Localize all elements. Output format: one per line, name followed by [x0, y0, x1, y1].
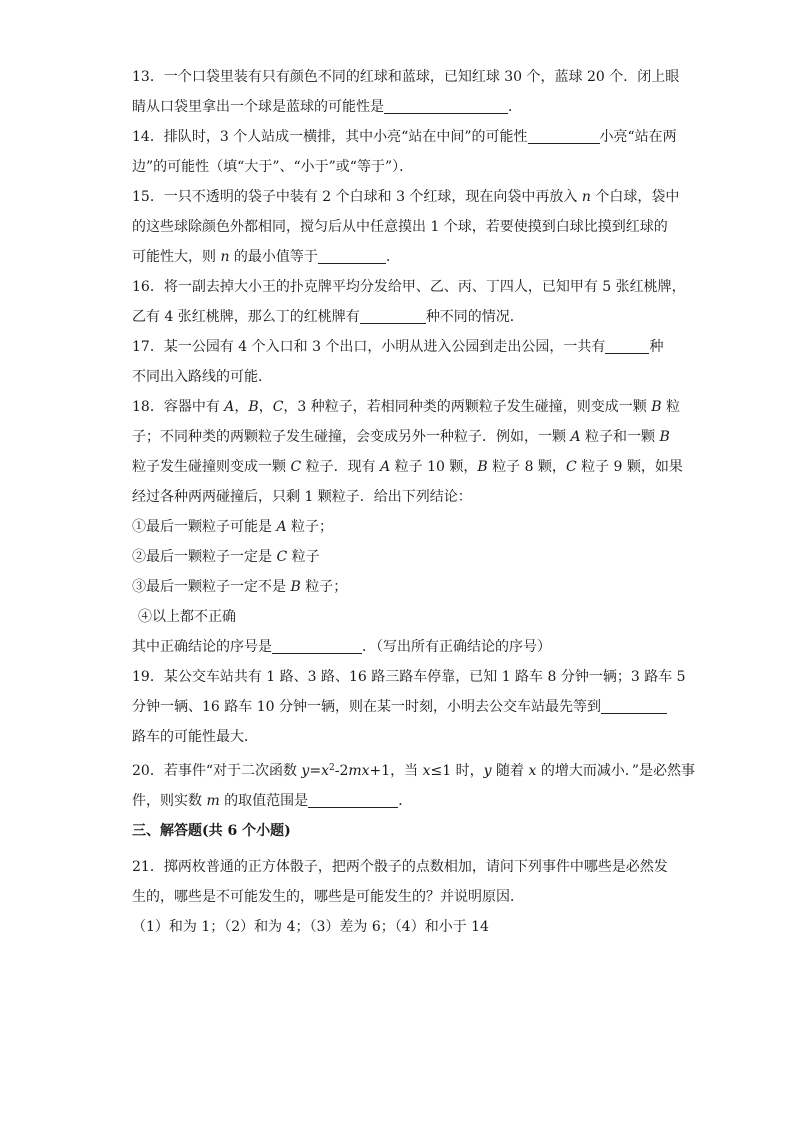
q13-line-2: [132, 92, 672, 122]
q18-option-3b: 粒子；: [300, 579, 348, 595]
q18-option-2: [132, 542, 672, 572]
q20-text-2c: ．: [398, 793, 413, 809]
q18-var-b-4: B: [477, 459, 488, 475]
q18-text-1b: ，3 种粒子，若相同种类的两颗粒子发生碰撞，则变成一颗: [283, 399, 652, 415]
q17-text-1a: 17．某一公园有 4 个入口和 3 个出口，小明从进入公园到走出公园，一共有: [132, 339, 606, 355]
q21-text-3: （1）和为 1；（2）和为 4；（3）差为 6；（4）和小于 14: [132, 919, 489, 935]
q14-text-1b: 小亮“站在两: [599, 129, 677, 145]
q18-line-3: [132, 452, 683, 482]
q20-var-x: x: [321, 763, 329, 779]
q19-text-1: 19．某公交车站共有 1 路、3 路、16 路三路车停靠，已知 1 路车 8 分钟一辆；3 路车 5: [132, 669, 686, 685]
q19-line-3: [132, 722, 672, 752]
q13-line-1: [132, 62, 680, 92]
q18-var-c-3: C: [565, 459, 577, 475]
q19-line-2: [132, 692, 672, 722]
q14-text-2: 边”的可能性（填“大于”、“小于”或“等于”）．: [132, 159, 414, 175]
q20-var-y-2: y: [483, 763, 492, 779]
q19-answer-blank[interactable]: [601, 697, 667, 714]
q18-line-2: [132, 422, 672, 452]
q20-plus-1: +1，当: [369, 763, 423, 779]
q18-text-3b: 粒子．现有: [301, 459, 381, 475]
q20-text-2b: 的取值范围是: [219, 793, 309, 809]
q20-square: 2: [328, 763, 335, 773]
q18-var-b: B: [248, 399, 259, 415]
q18-answer-b: ．（写出所有正确结论的序号）: [362, 639, 551, 655]
q17-text-2: 不同出入路线的可能．: [132, 369, 272, 385]
q16-line-2: [132, 302, 672, 332]
q18-line-1: [132, 392, 680, 422]
q18-option-1: [132, 512, 672, 542]
q13-answer-blank[interactable]: [384, 97, 508, 114]
q20-var-m: m: [348, 763, 362, 779]
q18-answer-blank[interactable]: [272, 637, 362, 654]
q18-line-4: [132, 482, 672, 512]
q20-grow: 随着: [491, 763, 529, 779]
q20-var-m-2: m: [206, 793, 220, 809]
q18-sep-2: ，: [258, 399, 273, 415]
q18-var-a: A: [224, 399, 235, 415]
q17-text-1b: 种: [649, 339, 664, 355]
q16-text-2b: 种不同的情况．: [425, 309, 524, 325]
q15-text-2: 的这些球除颜色外都相同，搅匀后从中任意摸出 1 个球，若要使摸到白球比摸到红球的: [132, 219, 668, 235]
q16-text-2a: 乙有 4 张红桃牌，那么丁的红桃牌有: [132, 309, 360, 325]
q18-option-2a: ②最后一颗粒子一定是: [132, 549, 277, 565]
q17-line-1: [132, 332, 672, 362]
q18-var-b-5: B: [290, 579, 301, 595]
q18-text-1c: 粒: [661, 399, 680, 415]
q18-var-b-2: B: [651, 399, 662, 415]
q20-line-1: [132, 756, 695, 786]
q15-var-n-2: n: [220, 249, 230, 265]
q14-answer-blank[interactable]: [528, 127, 600, 144]
q15-text-1b: 个白球，袋中: [590, 189, 680, 205]
q20-answer-blank[interactable]: [308, 791, 398, 808]
q20-grow2: 的增大而减小．”是必然事: [536, 763, 695, 779]
q16-text-1: 16．将一副去掉大小王的扑克牌平均分发给甲、乙、丙、丁四人，已知甲有 5 张红桃牌，: [132, 279, 686, 295]
q20-minus-2: -2: [334, 763, 349, 779]
q18-text-4: 经过各种两两碰撞后，只剩 1 颗粒子．给出下列结论：: [132, 489, 472, 505]
q21-text-2: 生的，哪些是不可能发生的，哪些是可能发生的？并说明原因．: [132, 889, 524, 905]
q18-answer-a: 其中正确结论的序号是: [132, 639, 272, 655]
q15-text-3b: 的最小值等于: [229, 249, 318, 265]
q15-line-2: [132, 212, 672, 242]
q18-option-3a: ③最后一颗粒子一定不是: [132, 579, 291, 595]
q18-var-a-2: A: [570, 429, 581, 445]
q20-eq: =: [309, 763, 322, 779]
q15-answer-blank[interactable]: [318, 247, 386, 264]
q20-var-x-3: x: [422, 763, 431, 779]
q20-var-x-2: x: [361, 763, 370, 779]
q18-var-a-3: A: [380, 459, 391, 475]
q18-var-b-3: B: [659, 429, 670, 445]
q18-option-2b: 粒子: [287, 549, 320, 565]
q20-line-2: [132, 786, 672, 816]
q17-line-2: [132, 362, 672, 392]
q18-text-3a: 粒子发生碰撞则变成一颗: [132, 459, 291, 475]
q13-text-1: 13．一个口袋里装有只有颜色不同的红球和蓝球，已知红球 30 个，蓝球 20 个．闭上眼: [132, 69, 680, 85]
q21-line-2: [132, 882, 672, 912]
q15-line-1: [132, 182, 680, 212]
q18-sep-1: ，: [234, 399, 249, 415]
q18-option-3: [132, 572, 672, 602]
q18-option-4-text: ④以上都不正确: [138, 609, 236, 625]
worksheet-page: [132, 62, 695, 942]
q18-text-1a: 18．容器中有: [132, 399, 225, 415]
q18-var-a-4: A: [276, 519, 287, 535]
q14-line-1: [132, 122, 677, 152]
q17-answer-blank[interactable]: [605, 337, 649, 354]
q18-text-3c: 粒子 10 颗，: [390, 459, 478, 475]
q18-option-1a: ①最后一颗粒子可能是: [132, 519, 277, 535]
q15-text-3c: ．: [385, 249, 400, 265]
q21-text-1: 21．掷两枚普通的正方体骰子，把两个骰子的点数相加，请问下列事件中哪些是必然发: [132, 859, 668, 875]
q14-line-2: [132, 152, 672, 182]
q18-var-c: C: [272, 399, 284, 415]
section-3-title: 三、解答题(共 6 个小题): [132, 823, 291, 839]
q15-var-n: n: [581, 189, 591, 205]
q13-text-2b: ．: [508, 99, 522, 115]
q18-var-c-4: C: [276, 549, 288, 565]
q15-text-1a: 15．一只不透明的袋子中装有 2 个白球和 3 个红球，现在向袋中再放入: [132, 189, 582, 205]
q19-text-3: 路车的可能性最大．: [132, 729, 258, 745]
q21-line-1: [132, 852, 672, 882]
section-3-heading: [132, 816, 672, 846]
q18-text-2b: 粒子和一颗: [580, 429, 660, 445]
q18-option-1b: 粒子；: [286, 519, 334, 535]
q16-line-1: [132, 272, 686, 302]
q18-var-c-2: C: [290, 459, 302, 475]
q18-option-4: [132, 602, 672, 632]
q16-answer-blank[interactable]: [360, 307, 426, 324]
q20-var-y: y: [301, 763, 310, 779]
q21-line-3: [132, 912, 672, 942]
q19-line-1: [132, 662, 686, 692]
q14-text-1a: 14．排队时，3 个人站成一横排，其中小亮“站在中间”的可能性: [132, 129, 528, 145]
q18-text-3e: 粒子 9 颗，如果: [576, 459, 683, 475]
q20-text-2a: 件，则实数: [132, 793, 207, 809]
q15-line-3: [132, 242, 672, 272]
q18-answer-line: [132, 632, 672, 662]
q20-var-x-4: x: [528, 763, 537, 779]
q20-text-1a: 20．若事件“对于二次函数: [132, 763, 302, 779]
q15-text-3a: 可能性大，则: [132, 249, 221, 265]
q18-text-3d: 粒子 8 颗，: [487, 459, 566, 475]
q13-text-2a: 睛从口袋里拿出一个球是蓝球的可能性是: [132, 99, 384, 115]
q18-text-2a: 子；不同种类的两颗粒子发生碰撞，会变成另外一种粒子．例如，一颗: [132, 429, 571, 445]
q20-le: ≤1 时，: [430, 763, 484, 779]
q19-text-2: 分钟一辆、16 路车 10 分钟一辆，则在某一时刻，小明去公交车站最先等到: [132, 699, 601, 715]
